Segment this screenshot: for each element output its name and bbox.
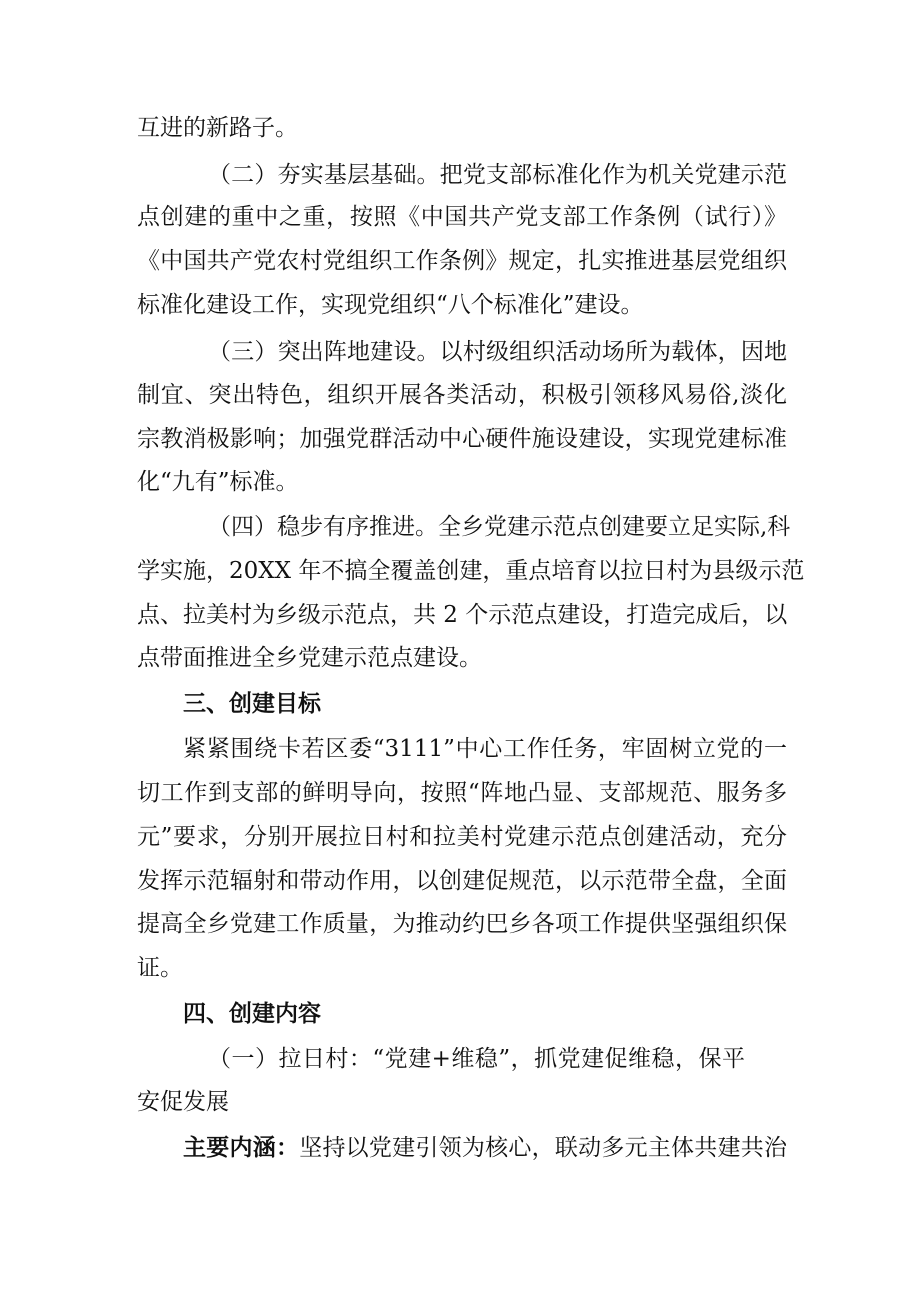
paragraph-line: 点创建的重中之重，按照《中国共产党支部工作条例（试行）》 xyxy=(137,204,787,230)
paragraph-line: （三）突出阵地建设。以村级组织活动场所为载体，因地 xyxy=(208,339,787,365)
paragraph-line: 发挥示范辐射和带动作用，以创建促规范，以示范带全盘，全面 xyxy=(137,868,787,894)
paragraph-text: 坚持以党建引领为核心，联动多元主体共建共治 xyxy=(299,1135,788,1161)
paragraph-line: 化“九有”标准。 xyxy=(137,469,299,495)
section-heading: 三、创建目标 xyxy=(183,691,321,717)
lead-label: 主要内涵： xyxy=(183,1135,300,1161)
paragraph-line: 学实施，20XX 年不搞全覆盖创建，重点培育以拉日村为县级示范 xyxy=(137,558,805,584)
subsection-line: （一）拉日村：“党建+维稳”，抓党建促维稳，保平 xyxy=(208,1046,745,1072)
paragraph-line: 《中国共产党农村党组织工作条例》规定，扎实推进基层党组织 xyxy=(137,248,787,274)
paragraph-line xyxy=(183,1133,787,1163)
paragraph-line: 点带面推进全乡党建示范点建设。 xyxy=(137,645,482,671)
paragraph-line: （四）稳步有序推进。全乡党建示范点创建要立足实际,科 xyxy=(208,514,791,540)
paragraph-line: 互进的新路子。 xyxy=(137,115,298,141)
paragraph-line: 紧紧围绕卡若区委“3111”中心工作任务，牢固树立党的一 xyxy=(183,736,787,762)
paragraph-line: 标准化建设工作，实现党组织“八个标准化”建设。 xyxy=(137,292,644,318)
paragraph-line: 证。 xyxy=(137,955,183,981)
paragraph-line: 提高全乡党建工作质量，为推动约巴乡各项工作提供坚强组织保 xyxy=(137,911,787,937)
paragraph-line: 制宜、突出特色，组织开展各类活动，积极引领移风易俗,淡化 xyxy=(137,382,787,408)
paragraph-line: 元”要求，分别开展拉日村和拉美村党建示范点创建活动，充分 xyxy=(137,824,787,850)
paragraph-line: 切工作到支部的鲜明导向，按照“阵地凸显、支部规范、服务多 xyxy=(137,780,787,806)
paragraph-line: （二）夯实基层基础。把党支部标准化作为机关党建示范 xyxy=(208,162,787,188)
paragraph-line: 宗教消极影响；加强党群活动中心硬件施设建设，实现党建标准 xyxy=(137,426,787,452)
paragraph-line: 点、拉美村为乡级示范点，共 2 个示范点建设，打造完成后，以 xyxy=(137,602,788,628)
section-heading: 四、创建内容 xyxy=(183,1001,321,1027)
subsection-line: 安促发展 xyxy=(137,1089,229,1115)
